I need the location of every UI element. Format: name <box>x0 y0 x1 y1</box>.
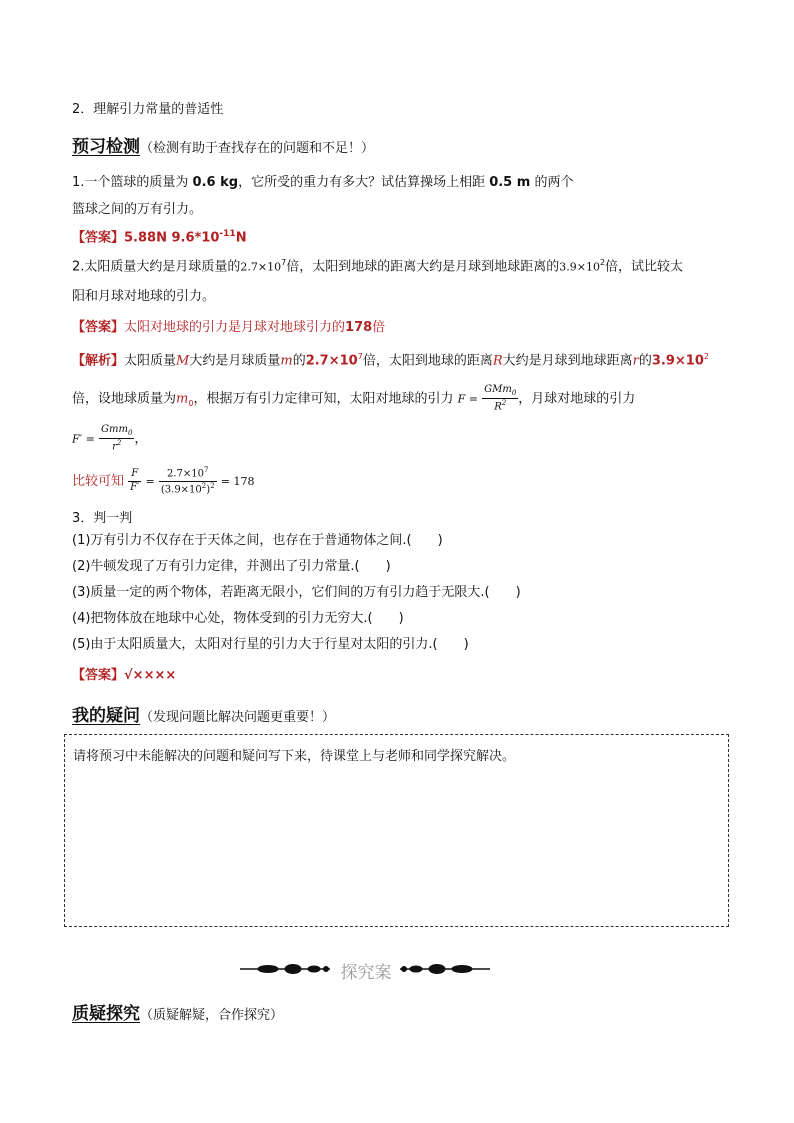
analysis-value-1-exp: 7 <box>357 352 363 361</box>
section-preview-title: 预习检测 <box>72 137 140 157</box>
analysis-value-2-exp: 2 <box>703 352 709 361</box>
section-divider <box>238 958 492 982</box>
q3-answer <box>72 668 176 684</box>
q2-text: 2.太阳质量大约是月球质量的 <box>72 259 241 275</box>
section-explore-title: 质疑探究 <box>72 1004 140 1024</box>
q1-answer-exponent: -11 <box>219 229 236 239</box>
question-box-instruction: 请将预习中未能解决的问题和疑问写下来，待课堂上与老师和同学探究解决。 <box>73 749 516 764</box>
q1-line-2: 篮球之间的万有引力。 <box>72 202 203 217</box>
q3-title: 3．判一判 <box>72 511 133 526</box>
q1-mass: 0.6 kg <box>192 175 239 190</box>
var-m: m <box>280 353 293 369</box>
q1-answer-value: 5.88N 9.6*10 <box>124 230 220 246</box>
section-explore-heading <box>72 1004 283 1025</box>
answer-tag: 【答案】 <box>72 668 125 683</box>
section-questions-hint: （发现问题比解决问题更重要！） <box>140 710 336 725</box>
q2-analysis-line-2 <box>72 384 635 414</box>
formula-F: F = <box>457 392 478 406</box>
frac-num: 2.7×10 <box>167 468 205 480</box>
frac-den: (3.9×10 <box>160 484 202 496</box>
var-m0-sub: 0 <box>188 398 194 408</box>
formula-F-prime: F′ = <box>72 432 95 446</box>
q2-line-2: 阳和月球对地球的引力。 <box>72 289 216 304</box>
q1-text: 的两个 <box>530 175 574 190</box>
q2-answer <box>72 320 385 336</box>
formula-ratio-left <box>128 468 141 494</box>
q2-value-2: 3.9×10 <box>559 260 600 274</box>
var-m0: m <box>176 391 189 407</box>
frac-den-close: ) <box>206 484 211 496</box>
frac-den: F′ <box>130 481 140 493</box>
q2-text: 倍，太阳到地球的距离大约是月球到地球距离的 <box>286 259 560 275</box>
q1-line-1 <box>72 175 573 191</box>
q1-text: ，它所受的重力有多大？试估算操场上相距 <box>238 175 490 190</box>
frac-num: F <box>128 468 141 482</box>
q3-item-2: (2)牛顿发现了万有引力定律，并测出了引力常量.( ) <box>72 559 391 574</box>
frac-num-sub: 0 <box>511 389 517 397</box>
q3-answer-value: √×××× <box>124 668 177 683</box>
q3-item-4: (4)把物体放在地球中心处，物体受到的引力无穷大.( ) <box>72 611 404 626</box>
frac-num-exp: 7 <box>204 466 209 474</box>
frac-den-exp-2: 2 <box>210 481 215 490</box>
q2-answer-text: 太阳对地球的引力是月球对地球引力的 <box>124 320 346 335</box>
frac-den-exp: 2 <box>201 481 207 490</box>
q2-value-1: 2.7×10 <box>240 260 282 274</box>
section-questions-heading <box>72 706 335 727</box>
formula-sun-gravity <box>482 384 518 414</box>
analysis-text: ，根据万有引力定律可知，太阳对地球的引力 <box>193 391 454 407</box>
answer-tag: 【答案】 <box>72 230 125 246</box>
analysis-value-2: 3.9×10 <box>651 353 704 369</box>
divider-title: 探究案 <box>340 963 392 983</box>
frac-den-exp: 2 <box>116 438 122 447</box>
q2-value-2-exp: 2 <box>599 258 606 267</box>
frac-den-exp: 2 <box>501 398 507 407</box>
section-preview-hint: （检测有助于查找存在的问题和不足！） <box>140 141 375 156</box>
q2-answer-text: 倍 <box>372 320 386 335</box>
analysis-value-1: 2.7×10 <box>305 353 358 369</box>
answer-tag: 【答案】 <box>72 320 125 335</box>
analysis-text: 的 <box>292 353 306 369</box>
analysis-text: 大约是月球到地球距离 <box>502 353 633 369</box>
analysis-text: ， <box>134 431 148 447</box>
q2-analysis-line-4 <box>72 466 255 497</box>
q2-value-1-exp: 7 <box>281 258 287 267</box>
section-questions-title: 我的疑问 <box>72 706 140 726</box>
frac-den: R <box>494 401 502 413</box>
frac-num-sub: 0 <box>127 429 133 437</box>
q2-analysis-line-1 <box>72 352 709 370</box>
analysis-text: 比较可知 <box>72 473 125 489</box>
section-explore-hint: （质疑解疑，合作探究） <box>140 1008 284 1023</box>
q1-text: 1.一个篮球的质量为 <box>72 175 193 190</box>
q2-text: 倍，试比较太 <box>605 259 684 275</box>
analysis-text: 的 <box>638 353 652 369</box>
formula-result: = 178 <box>220 474 255 488</box>
q3-item-5: (5)由于太阳质量大，太阳对行星的引力大于行星对太阳的引力.( ) <box>72 637 469 652</box>
analysis-text: 大约是月球质量 <box>189 353 281 369</box>
q2-line-1 <box>72 258 683 276</box>
frac-num: GMm <box>484 384 512 395</box>
learning-objective-2: 2．理解引力常量的普适性 <box>72 102 224 117</box>
formula-ratio-right <box>159 466 217 497</box>
question-writing-box[interactable] <box>64 734 729 927</box>
analysis-text: ，月球对地球的引力 <box>518 391 636 407</box>
formula-equals: = <box>145 474 155 488</box>
analysis-tag: 【解析】 <box>72 353 125 369</box>
section-preview-heading <box>72 137 374 158</box>
analysis-text: 太阳质量 <box>124 353 177 369</box>
formula-moon-gravity <box>99 424 134 454</box>
var-R: R <box>492 353 503 369</box>
analysis-text: 倍，设地球质量为 <box>72 391 177 407</box>
q1-distance: 0.5 m <box>489 175 531 190</box>
q2-answer-number: 178 <box>345 320 373 335</box>
q3-item-1: (1)万有引力不仅存在于天体之间，也存在于普通物体之间.( ) <box>72 533 443 548</box>
frac-num: Gmm <box>100 424 128 435</box>
var-r: r <box>632 353 639 369</box>
q1-answer <box>72 229 247 247</box>
frac-den: r <box>112 441 117 453</box>
analysis-text: 倍，太阳到地球的距离 <box>362 353 493 369</box>
q2-analysis-line-3 <box>72 424 147 454</box>
q1-answer-unit: N <box>235 230 247 246</box>
q3-item-3: (3)质量一定的两个物体，若距离无限小，它们间的万有引力趋于无限大.( ) <box>72 585 521 600</box>
var-M: M <box>176 353 190 369</box>
